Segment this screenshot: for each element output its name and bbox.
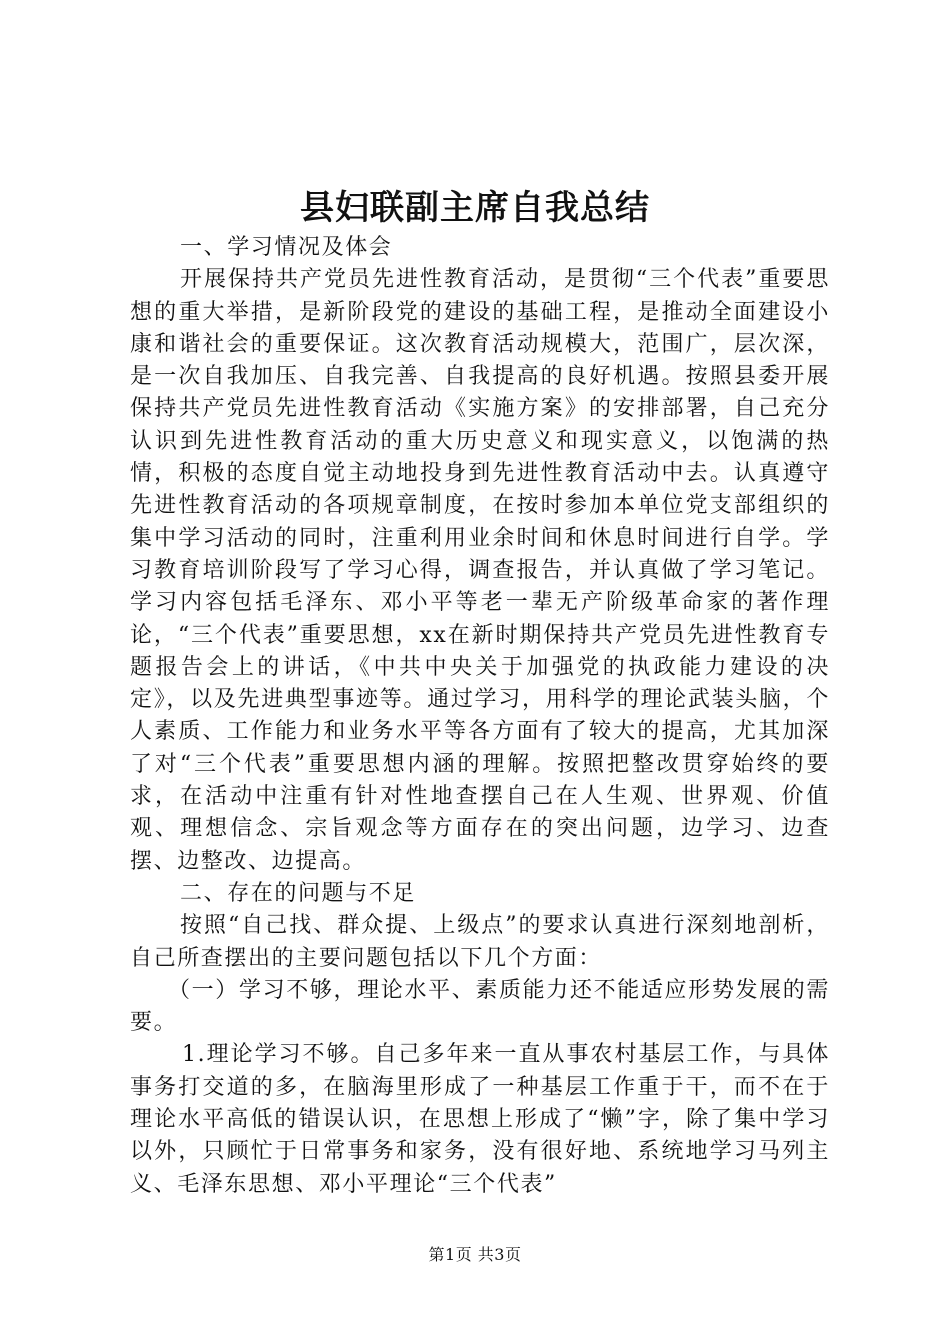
section-heading-study: 一、学习情况及体会 bbox=[180, 235, 393, 260]
paragraph-study-experience: 开展保持共产党员先进性教育活动，是贯彻“三个代表”重要思想的重大举措，是新阶段党的建设的基础工程，是推动全面建设小康和谐社会的重要保证。这次教育活动规模大，范围广，层次深，是一次自我加压、自我完善、自我提高的良好机遇。按照县委开展保持共产党员先进性教育活动《实施方案》的安排部署，自己充分认识到先进性教育活动的重大历史意义和现实意义，以饱满的热情，积极的态度自觉主动地投身到先进性教育活动中去。认真遵守先进性教育活动的各项规章制度，在按时参加本单位党支部组织的集中学习活动的同时，注重利用业余时间和休息时间进行自学。学习教育培训阶段写了学习心得，调查报告，并认真做了学习笔记。学习内容包括毛泽东、邓小平等老一辈无产阶级革命家的著作理论，“三个代表”重要思想，xx在新时期保持共产党员先进性教育专题报告会上的讲话，《中共中央关于加强党的执政能力建设的决定》，以及先进典型事迹等。通过学习，用科学的理论武装头脑，个人素质、工作能力和业务水平等各方面有了较大的提高，尤其加深了对“三个代表”重要思想内涵的理解。按照把整改贯穿始终的要求，在活动中注重有针对性地查摆自己在人生观、世界观、价值观、理想信念、宗旨观念等方面存在的突出问题，边学习、边查摆、边整改、边提高。 bbox=[130, 267, 830, 874]
document-title: 县妇联副主席自我总结 bbox=[300, 188, 650, 228]
subsection-heading-1: （一）学习不够，理论水平、素质能力还不能适应形势发展的需要。 bbox=[130, 977, 830, 1036]
paragraph-problems-intro: 按照“自己找、群众提、上级点”的要求认真进行深刻地剖析，自己所查摆出的主要问题包括以下几个方面： bbox=[130, 913, 830, 971]
paragraph-item-1: 1.理论学习不够。自己多年来一直从事农村基层工作，与具体事务打交道的多，在脑海里形成了一种基层工作重于干，而不在于理论水平高低的错误认识，在思想上形成了“懒”字，除了集中学习以外，只顾忙于日常事务和家务，没有很好地、系统地学习马列主义、毛泽东思想、邓小平理论“三个代表” bbox=[130, 1042, 830, 1197]
section-heading-problems: 二、存在的问题与不足 bbox=[180, 880, 417, 906]
page-footer: 第1页 共3页 bbox=[428, 1245, 522, 1264]
document-body bbox=[130, 232, 830, 1201]
